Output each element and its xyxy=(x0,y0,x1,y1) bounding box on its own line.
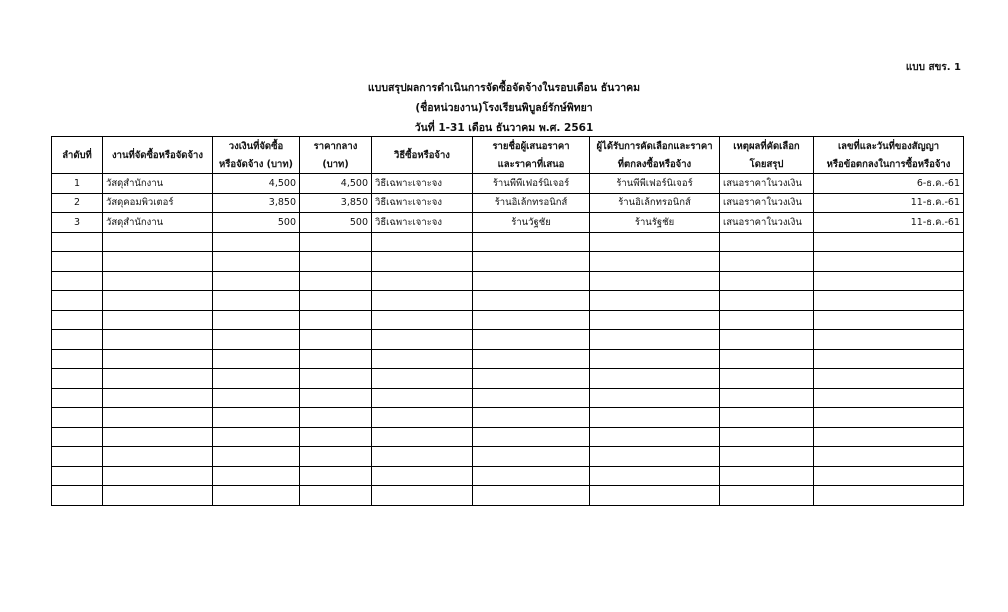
empty-cell xyxy=(103,427,213,447)
empty-cell xyxy=(814,466,964,486)
cell-method: วิธีเฉพาะเจาะจง xyxy=(372,174,473,194)
empty-cell xyxy=(814,349,964,369)
header-seq: ลำดับที่ xyxy=(52,137,103,174)
empty-cell xyxy=(213,252,300,272)
empty-cell xyxy=(300,466,372,486)
empty-row xyxy=(52,232,964,252)
empty-row xyxy=(52,466,964,486)
header-bidders-line1: รายชื่อผู้เสนอราคา xyxy=(473,137,590,156)
empty-cell xyxy=(103,349,213,369)
procurement-summary-table xyxy=(51,136,964,506)
empty-cell xyxy=(720,330,814,350)
empty-cell xyxy=(814,408,964,428)
empty-cell xyxy=(372,291,473,311)
empty-cell xyxy=(720,466,814,486)
empty-cell xyxy=(590,369,720,389)
cell-reason: เสนอราคาในวงเงิน xyxy=(720,213,814,233)
header-winner-line1: ผู้ได้รับการคัดเลือกและราคา xyxy=(590,137,720,156)
report-period: วันที่ 1-31 เดือน ธันวาคม พ.ศ. 2561 xyxy=(414,122,594,134)
empty-cell xyxy=(720,427,814,447)
cell-median: 4,500 xyxy=(300,174,372,194)
empty-cell xyxy=(300,310,372,330)
empty-cell xyxy=(814,232,964,252)
empty-cell xyxy=(814,447,964,467)
header-bidders-line2: และราคาที่เสนอ xyxy=(473,155,590,174)
empty-cell xyxy=(720,252,814,272)
empty-cell xyxy=(814,271,964,291)
empty-cell xyxy=(103,388,213,408)
cell-bidders: ร้านวัฐชัย xyxy=(473,213,590,233)
cell-contract: 11-ธ.ค.-61 xyxy=(814,193,964,213)
empty-cell xyxy=(814,388,964,408)
empty-cell xyxy=(473,369,590,389)
empty-cell xyxy=(103,232,213,252)
empty-cell xyxy=(213,271,300,291)
empty-cell xyxy=(300,447,372,467)
agency-name: (ชื่อหน่วยงาน)โรงเรียนพิบูลย์รักษ์พิทยา xyxy=(415,102,593,114)
empty-row xyxy=(52,271,964,291)
empty-cell xyxy=(372,447,473,467)
empty-row xyxy=(52,388,964,408)
empty-cell xyxy=(372,271,473,291)
table-row xyxy=(52,213,964,233)
cell-bidders: ร้านพีพีเฟอร์นิเจอร์ xyxy=(473,174,590,194)
empty-cell xyxy=(103,252,213,272)
empty-cell xyxy=(52,330,103,350)
header-median-line1: ราคากลาง xyxy=(300,137,372,156)
empty-cell xyxy=(213,486,300,506)
empty-cell xyxy=(300,427,372,447)
empty-row xyxy=(52,447,964,467)
empty-cell xyxy=(372,310,473,330)
empty-cell xyxy=(590,310,720,330)
empty-cell xyxy=(720,486,814,506)
empty-cell xyxy=(590,252,720,272)
empty-cell xyxy=(372,427,473,447)
empty-row xyxy=(52,291,964,311)
empty-cell xyxy=(590,408,720,428)
cell-method: วิธีเฉพาะเจาะจง xyxy=(372,193,473,213)
header-reason-line1: เหตุผลที่คัดเลือก xyxy=(720,137,814,156)
empty-cell xyxy=(473,291,590,311)
cell-median: 500 xyxy=(300,213,372,233)
table-header xyxy=(52,137,964,174)
empty-cell xyxy=(473,232,590,252)
header-winner-line2: ที่ตกลงซื้อหรือจ้าง xyxy=(590,155,720,174)
empty-cell xyxy=(300,232,372,252)
empty-cell xyxy=(52,408,103,428)
empty-row xyxy=(52,427,964,447)
empty-row xyxy=(52,486,964,506)
empty-cell xyxy=(473,447,590,467)
empty-cell xyxy=(814,310,964,330)
empty-cell xyxy=(720,232,814,252)
empty-cell xyxy=(814,330,964,350)
empty-cell xyxy=(52,427,103,447)
empty-cell xyxy=(590,291,720,311)
empty-cell xyxy=(103,291,213,311)
empty-cell xyxy=(720,447,814,467)
cell-contract: 6-ธ.ค.-61 xyxy=(814,174,964,194)
empty-cell xyxy=(590,330,720,350)
cell-bidders: ร้านอิเล้กทรอนิกส์ xyxy=(473,193,590,213)
empty-cell xyxy=(52,388,103,408)
empty-cell xyxy=(52,369,103,389)
empty-cell xyxy=(213,408,300,428)
empty-cell xyxy=(372,232,473,252)
form-code: แบบ สขร. 1 xyxy=(905,62,961,73)
empty-cell xyxy=(590,232,720,252)
empty-cell xyxy=(814,369,964,389)
cell-budget: 3,850 xyxy=(213,193,300,213)
empty-cell xyxy=(372,330,473,350)
empty-row xyxy=(52,369,964,389)
empty-cell xyxy=(52,232,103,252)
table-row xyxy=(52,193,964,213)
empty-cell xyxy=(103,408,213,428)
table-row xyxy=(52,174,964,194)
cell-reason: เสนอราคาในวงเงิน xyxy=(720,193,814,213)
empty-cell xyxy=(213,466,300,486)
empty-cell xyxy=(103,486,213,506)
empty-cell xyxy=(213,349,300,369)
cell-budget: 4,500 xyxy=(213,174,300,194)
empty-cell xyxy=(590,349,720,369)
empty-cell xyxy=(590,486,720,506)
empty-cell xyxy=(103,271,213,291)
report-titles xyxy=(0,78,1008,138)
empty-cell xyxy=(473,427,590,447)
empty-cell xyxy=(372,486,473,506)
cell-method: วิธีเฉพาะเจาะจง xyxy=(372,213,473,233)
cell-item: วัสดุสำนักงาน xyxy=(103,174,213,194)
cell-contract: 11-ธ.ค.-61 xyxy=(814,213,964,233)
empty-cell xyxy=(213,388,300,408)
empty-cell xyxy=(52,252,103,272)
empty-row xyxy=(52,349,964,369)
empty-cell xyxy=(52,310,103,330)
empty-cell xyxy=(473,466,590,486)
cell-budget: 500 xyxy=(213,213,300,233)
empty-cell xyxy=(213,232,300,252)
empty-cell xyxy=(720,408,814,428)
empty-cell xyxy=(720,271,814,291)
empty-cell xyxy=(590,447,720,467)
empty-cell xyxy=(720,369,814,389)
empty-cell xyxy=(300,349,372,369)
empty-cell xyxy=(52,271,103,291)
empty-cell xyxy=(52,447,103,467)
table-body xyxy=(52,174,964,506)
empty-cell xyxy=(372,388,473,408)
header-median-line2: (บาท) xyxy=(300,155,372,174)
cell-seq: 3 xyxy=(52,213,103,233)
empty-cell xyxy=(720,349,814,369)
empty-row xyxy=(52,310,964,330)
empty-cell xyxy=(720,388,814,408)
empty-cell xyxy=(213,447,300,467)
empty-cell xyxy=(213,427,300,447)
cell-seq: 1 xyxy=(52,174,103,194)
empty-cell xyxy=(300,369,372,389)
empty-cell xyxy=(103,330,213,350)
header-item: งานที่จัดซื้อหรือจัดจ้าง xyxy=(103,137,213,174)
empty-cell xyxy=(473,330,590,350)
empty-cell xyxy=(213,330,300,350)
empty-cell xyxy=(590,466,720,486)
report-title: แบบสรุปผลการดำเนินการจัดซื้อจัดจ้างในรอบเดือน ธันวาคม xyxy=(367,82,641,94)
empty-cell xyxy=(300,252,372,272)
empty-cell xyxy=(52,486,103,506)
empty-cell xyxy=(372,466,473,486)
empty-row xyxy=(52,408,964,428)
empty-cell xyxy=(372,349,473,369)
empty-cell xyxy=(473,388,590,408)
cell-item: วัสดุสำนักงาน xyxy=(103,213,213,233)
empty-cell xyxy=(814,252,964,272)
empty-cell xyxy=(103,369,213,389)
empty-cell xyxy=(300,330,372,350)
cell-item: วัสดุคอมพิวเตอร์ xyxy=(103,193,213,213)
header-contract-line1: เลขที่และวันที่ของสัญญา xyxy=(814,137,964,156)
empty-cell xyxy=(372,369,473,389)
empty-cell xyxy=(300,408,372,428)
empty-cell xyxy=(473,252,590,272)
empty-cell xyxy=(52,291,103,311)
cell-reason: เสนอราคาในวงเงิน xyxy=(720,174,814,194)
cell-median: 3,850 xyxy=(300,193,372,213)
empty-row xyxy=(52,330,964,350)
header-method: วิธีซื้อหรือจ้าง xyxy=(372,137,473,174)
empty-cell xyxy=(52,349,103,369)
cell-winner: ร้านอิเล้กทรอนิกส์ xyxy=(590,193,720,213)
empty-cell xyxy=(814,291,964,311)
empty-cell xyxy=(213,310,300,330)
empty-row xyxy=(52,252,964,272)
empty-cell xyxy=(103,466,213,486)
empty-cell xyxy=(52,466,103,486)
header-budget-line1: วงเงินที่จัดซื้อ xyxy=(213,137,300,156)
empty-cell xyxy=(103,310,213,330)
empty-cell xyxy=(372,408,473,428)
cell-winner: ร้านพีพีเฟอร์นิเจอร์ xyxy=(590,174,720,194)
empty-cell xyxy=(473,349,590,369)
empty-cell xyxy=(103,447,213,467)
empty-cell xyxy=(372,252,473,272)
empty-cell xyxy=(300,486,372,506)
empty-cell xyxy=(720,291,814,311)
empty-cell xyxy=(473,408,590,428)
cell-seq: 2 xyxy=(52,193,103,213)
empty-cell xyxy=(300,388,372,408)
empty-cell xyxy=(213,291,300,311)
empty-cell xyxy=(300,291,372,311)
empty-cell xyxy=(213,369,300,389)
empty-cell xyxy=(300,271,372,291)
header-budget-line2: หรือจัดจ้าง (บาท) xyxy=(213,155,300,174)
empty-cell xyxy=(590,271,720,291)
empty-cell xyxy=(473,486,590,506)
empty-cell xyxy=(720,310,814,330)
cell-winner: ร้านรัฐชัย xyxy=(590,213,720,233)
empty-cell xyxy=(473,271,590,291)
empty-cell xyxy=(473,310,590,330)
empty-cell xyxy=(590,388,720,408)
empty-cell xyxy=(590,427,720,447)
header-contract-line2: หรือข้อตกลงในการซื้อหรือจ้าง xyxy=(814,155,964,174)
empty-cell xyxy=(814,427,964,447)
empty-cell xyxy=(814,486,964,506)
header-reason-line2: โดยสรุป xyxy=(720,155,814,174)
